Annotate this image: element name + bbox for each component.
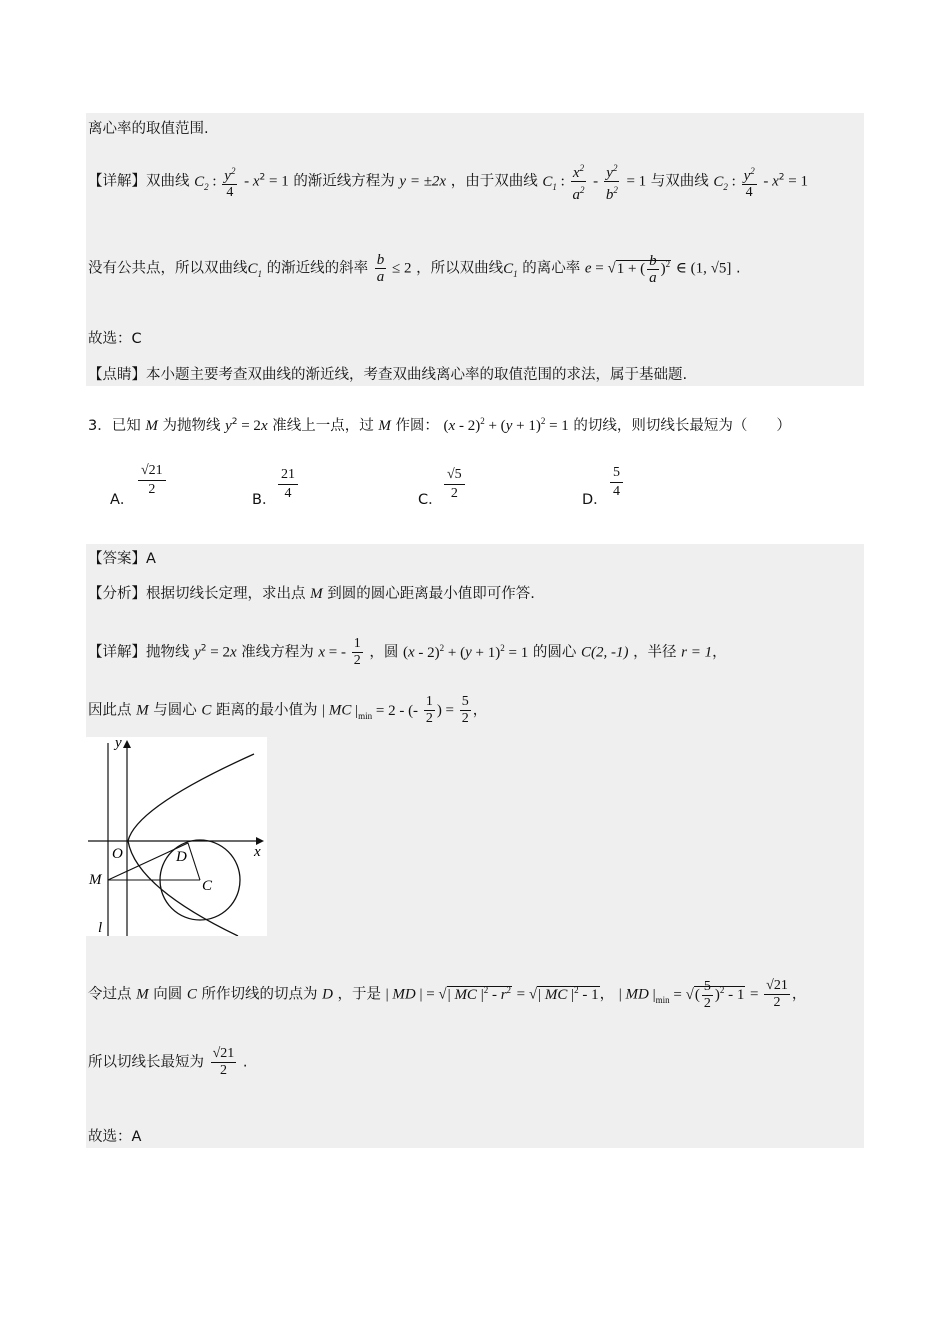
option-c-value: √5 2 — [444, 466, 465, 503]
label-y: y — [115, 737, 122, 751]
option-d-value: 5 4 — [610, 464, 623, 501]
solution-block-1 — [86, 113, 864, 386]
figure-parabola-circle — [86, 737, 267, 936]
option-b-value: 21 4 — [278, 466, 298, 503]
label-l: l — [98, 920, 103, 936]
label-c: C — [202, 878, 213, 894]
label-m: M — [89, 872, 102, 888]
distance-line: 因此点 M 与圆心 C 距离的最小值为 | MC $|_{min} = 2$ - (- $\frac{1}{2}$ ) = $\frac{5}{2}$ ， — [88, 694, 488, 726]
final-answer: 故选：A — [88, 1129, 142, 1145]
result-line: 所以切线长最短为 $\frac{√21}{2}$ . — [88, 1046, 248, 1078]
analysis-line: 【分析】根据切线长定理，求出点 M 到圆的圆心距离最小值即可作答. — [88, 586, 535, 602]
question-3: 3．已知 M 为抛物线 $y^2 = 2x$ 准线上一点，过 M 作圆： $(x - 2)^2 + (y + 1)^2 = 1$ 的切线，则切线长最短为（ ） — [88, 416, 791, 434]
detail-line: 【详解】双曲线 $C_2$ : $\frac{y^2}{4}$ - $x^2 = 1$ 的渐近线方程为 y = ±2x ，由于双曲线 $C_1$ : $\frac{x^2}{a^2}$ - $\frac{y^2}{b^2}$ = 1 与双曲线 $C_2$ : $\frac{y^2}{4}$ - $x^2 = 1$ — [88, 160, 808, 203]
detail-line: 【详解】抛物线 $y^2 = 2x$ 准线方程为 x = - $\frac{1}{2}$ ，圆 $(x - 2)^2 + (y + 1)^2 = 1$ 的圆心 C(2, -1) ，半径 r = 1， — [88, 636, 727, 668]
label-d: D — [176, 849, 187, 865]
option-b[interactable]: B． — [252, 492, 277, 508]
option-c[interactable]: C． — [418, 492, 443, 508]
conclusion-line: 没有公共点，所以双曲线$C_1$ 的渐近线的斜率 $\frac{b}{a}$ ≤ 2 ，所以双曲线$C_1$ 的离心率 e = √1 + ( $\frac{b}{a}$ )$^2$ ∈ (1, √5] . — [88, 252, 741, 286]
option-d[interactable]: D． — [582, 492, 608, 508]
answer-line: 【答案】A — [88, 551, 156, 567]
text-line: 离心率的取值范围. — [88, 121, 209, 137]
comment-line: 【点睛】本小题主要考查双曲线的渐近线，考查双曲线离心率的取值范围的求法，属于基础题. — [88, 367, 688, 383]
figure-background — [86, 737, 267, 936]
option-a[interactable]: A． — [110, 492, 135, 508]
answer-line: 故选：C — [88, 331, 142, 347]
tangent-line: 令过点 M 向圆 C 所作切线的切点为 D ，于是 | MD | = √| MC $|^2 - r^2$ = √| MC $|^2 - 1$， | MD $|_{min}$ = √( $\frac{5}{2}$ )$^2$ - 1 = $\frac{√21}{2}$ ， — [88, 978, 807, 1011]
label-x: x — [254, 844, 261, 860]
option-a-value: √21 2 — [138, 462, 166, 499]
label-o: O — [112, 846, 123, 862]
